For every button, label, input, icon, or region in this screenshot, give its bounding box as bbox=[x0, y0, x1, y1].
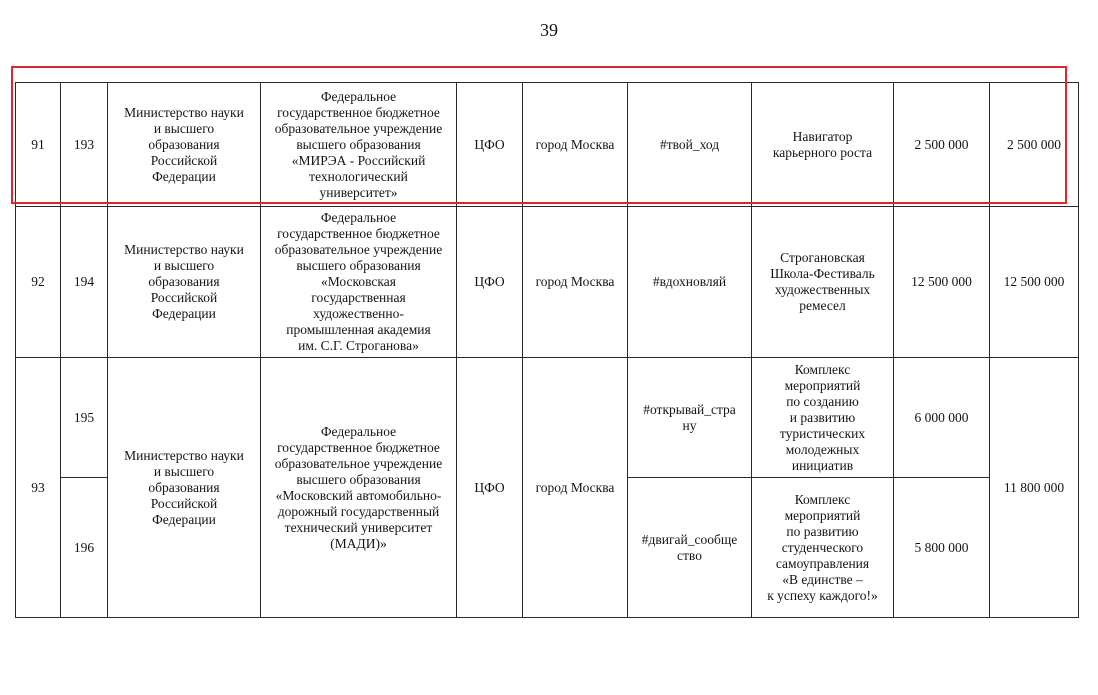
text-line: карьерного роста bbox=[772, 144, 873, 160]
institution-cell bbox=[261, 207, 457, 358]
amount-cell: 5 800 000 bbox=[894, 478, 990, 618]
text-line: мероприятий bbox=[784, 377, 861, 393]
table-row bbox=[16, 358, 1079, 478]
text-line: по развитию bbox=[786, 523, 859, 539]
project-cell bbox=[752, 478, 894, 618]
text-line: образовательное учреждение bbox=[274, 242, 443, 257]
text-line: по созданию bbox=[786, 393, 859, 409]
text-line: молодежных bbox=[785, 441, 860, 457]
text-line: государственная bbox=[311, 290, 406, 305]
text-line: и высшего bbox=[153, 463, 215, 479]
text-line: Федеральное bbox=[320, 210, 397, 225]
text-line: Министерство науки bbox=[124, 242, 244, 257]
text-line: промышленная академия bbox=[286, 322, 431, 337]
text-line: самоуправления bbox=[775, 555, 870, 571]
text-line: Федерации bbox=[152, 306, 216, 321]
table-row bbox=[16, 207, 1079, 358]
text-line: Комплекс bbox=[794, 361, 851, 377]
text-line: образования bbox=[148, 479, 220, 495]
city-cell: город Москва bbox=[523, 358, 628, 618]
text-line: государственное бюджетное bbox=[277, 104, 440, 120]
text-line: и высшего bbox=[153, 258, 215, 273]
text-line: Комплекс bbox=[794, 491, 851, 507]
amount-cell: 6 000 000 bbox=[894, 358, 990, 478]
text-line: образования bbox=[148, 136, 220, 152]
text-line: к успеху каждого!» bbox=[767, 587, 878, 603]
city-cell: город Москва bbox=[523, 83, 628, 207]
text-line: и высшего bbox=[153, 120, 215, 136]
total-cell: 12 500 000 bbox=[990, 207, 1079, 358]
entry-id: 194 bbox=[61, 207, 108, 358]
entry-id: 193 bbox=[61, 83, 108, 207]
city-cell: город Москва bbox=[523, 207, 628, 358]
text-line: технологический bbox=[309, 168, 408, 184]
text-line: Навигатор bbox=[792, 128, 853, 144]
text-line: «Московский автомобильно- bbox=[275, 487, 442, 503]
ministry-cell bbox=[108, 83, 261, 207]
text-line: ремесел bbox=[799, 298, 846, 313]
hashtag-cell bbox=[628, 207, 752, 358]
text-line: художественно- bbox=[313, 306, 404, 321]
amount-cell: 12 500 000 bbox=[894, 207, 990, 358]
entry-id: 196 bbox=[61, 478, 108, 618]
total-cell: 11 800 000 bbox=[990, 358, 1079, 618]
text-line: мероприятий bbox=[784, 507, 861, 523]
institution-cell bbox=[261, 83, 457, 207]
text-line: Министерство науки bbox=[124, 104, 244, 120]
text-line: образовательное учреждение bbox=[274, 455, 443, 471]
text-line: высшего образования bbox=[296, 471, 421, 487]
ministry-cell bbox=[108, 358, 261, 618]
hashtag-cell bbox=[628, 358, 752, 478]
text-line: ство bbox=[677, 547, 702, 563]
text-line: Министерство науки bbox=[124, 447, 244, 463]
text-line: #вдохновляй bbox=[652, 274, 727, 289]
project-cell bbox=[752, 83, 894, 207]
text-line: Строгановская bbox=[780, 250, 865, 265]
text-line: инициатив bbox=[791, 457, 854, 473]
entry-id: 195 bbox=[61, 358, 108, 478]
text-line: им. С.Г. Строганова» bbox=[298, 338, 419, 353]
text-line: #твой_ход bbox=[659, 136, 720, 152]
text-line: художественных bbox=[774, 282, 871, 297]
text-line: высшего образования bbox=[296, 136, 421, 152]
project-cell bbox=[752, 358, 894, 478]
text-line: государственное бюджетное bbox=[277, 439, 440, 455]
text-line: технический университет bbox=[284, 519, 433, 535]
text-line: Федерации bbox=[152, 168, 216, 184]
text-line: Российской bbox=[150, 495, 218, 511]
text-line: образования bbox=[148, 274, 220, 289]
text-line: (МАДИ)» bbox=[330, 535, 387, 551]
hashtag-cell bbox=[628, 478, 752, 618]
district-cell: ЦФО bbox=[457, 358, 523, 618]
text-line: «Московская bbox=[321, 274, 396, 289]
district-cell: ЦФО bbox=[457, 83, 523, 207]
text-line: #открывай_стра bbox=[643, 401, 736, 417]
text-line: Школа-Фестиваль bbox=[770, 266, 875, 281]
total-cell: 2 500 000 bbox=[990, 83, 1079, 207]
text-line: Российской bbox=[150, 290, 218, 305]
text-line: Федеральное bbox=[320, 88, 397, 104]
district-cell: ЦФО bbox=[457, 207, 523, 358]
text-line: #двигай_сообще bbox=[641, 531, 738, 547]
project-cell bbox=[752, 207, 894, 358]
row-number: 91 bbox=[16, 83, 61, 207]
text-line: Федеральное bbox=[320, 423, 397, 439]
text-line: дорожный государственный bbox=[277, 503, 440, 519]
text-line: «МИРЭА - Российский bbox=[291, 152, 426, 168]
text-line: и развитию bbox=[789, 409, 856, 425]
row-number: 93 bbox=[16, 358, 61, 618]
text-line: туристических bbox=[779, 425, 866, 441]
text-line: университет» bbox=[319, 184, 398, 200]
amount-cell: 2 500 000 bbox=[894, 83, 990, 207]
text-line: государственное бюджетное bbox=[277, 226, 440, 241]
text-line: Российской bbox=[150, 152, 218, 168]
hashtag-cell bbox=[628, 83, 752, 207]
text-line: высшего образования bbox=[296, 258, 421, 273]
text-line: «В единстве – bbox=[782, 571, 863, 587]
text-line: студенческого bbox=[781, 539, 864, 555]
page-number: 39 bbox=[540, 20, 558, 40]
text-line: образовательное учреждение bbox=[274, 120, 443, 136]
text-line: ну bbox=[682, 417, 697, 433]
text-line: Федерации bbox=[152, 511, 216, 527]
institution-cell bbox=[261, 358, 457, 618]
row-number: 92 bbox=[16, 207, 61, 358]
funding-table bbox=[15, 82, 1079, 618]
table-row bbox=[16, 83, 1079, 207]
ministry-cell bbox=[108, 207, 261, 358]
